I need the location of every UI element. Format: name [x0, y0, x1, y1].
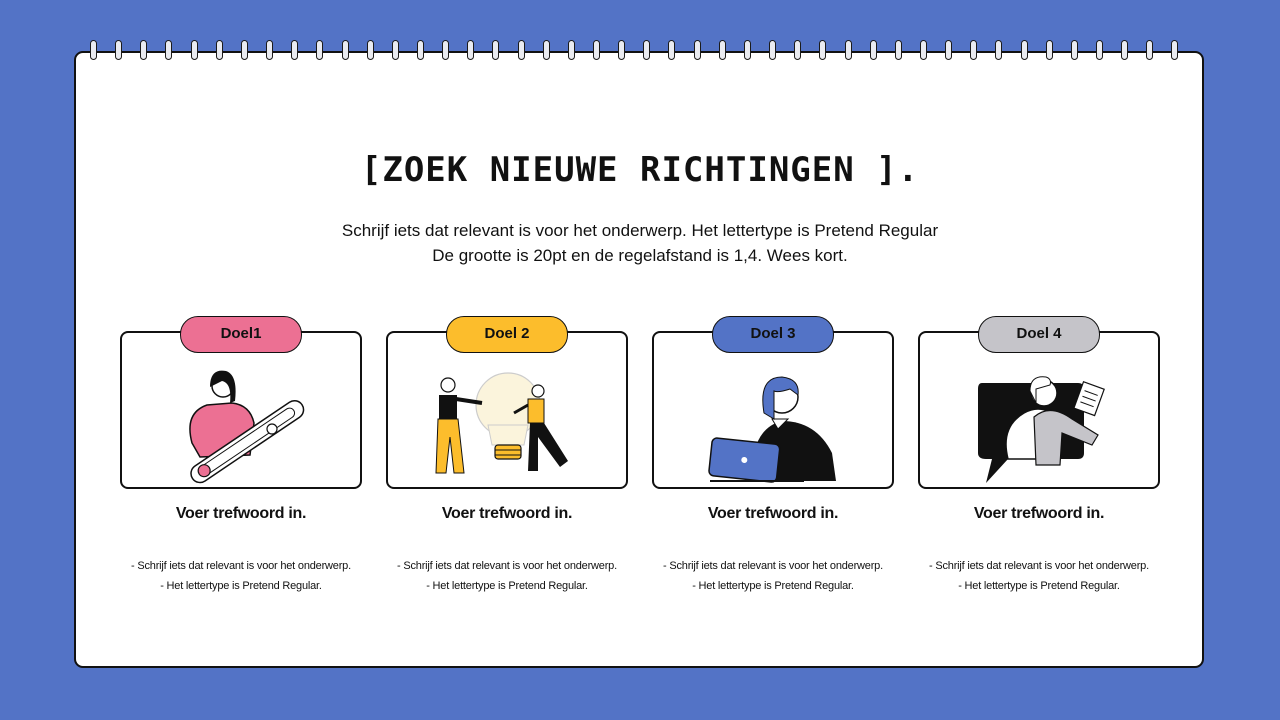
- goal-description-3: [642, 556, 904, 596]
- spiral-ring: [518, 40, 525, 60]
- spiral-ring: [845, 40, 852, 60]
- spiral-ring: [266, 40, 273, 60]
- goal-desc-line-2: - Het lettertype is Pretend Regular.: [958, 580, 1120, 592]
- person-with-laptop-icon: [654, 333, 892, 487]
- spiral-ring: [794, 40, 801, 60]
- spiral-ring: [216, 40, 223, 60]
- goal-title-4: Voer trefwoord in.: [973, 505, 1105, 522]
- spiral-ring: [593, 40, 600, 60]
- goal-desc-line-2: - Het lettertype is Pretend Regular.: [426, 580, 588, 592]
- spiral-ring: [1146, 40, 1153, 60]
- spiral-ring: [165, 40, 172, 60]
- spiral-ring: [543, 40, 550, 60]
- goal-tag-4: Doel 4: [978, 316, 1100, 353]
- spiral-binding: [84, 40, 1194, 64]
- spiral-ring: [769, 40, 776, 60]
- spiral-ring: [417, 40, 424, 60]
- spiral-ring: [744, 40, 751, 60]
- spiral-ring: [467, 40, 474, 60]
- spiral-ring: [643, 40, 650, 60]
- spiral-ring: [568, 40, 575, 60]
- goal-desc-line-1: - Schrijf iets dat relevant is voor het onderwerp.: [397, 560, 617, 572]
- spiral-ring: [442, 40, 449, 60]
- spiral-ring: [342, 40, 349, 60]
- goal-description-2: [376, 556, 638, 596]
- spiral-ring: [191, 40, 198, 60]
- spiral-ring: [492, 40, 499, 60]
- goal-tag-2: Doel 2: [446, 316, 568, 353]
- goal-card-4: [918, 331, 1160, 489]
- spiral-ring: [870, 40, 877, 60]
- page-subtitle: [0, 218, 1280, 268]
- goal-card-3: [652, 331, 894, 489]
- goal-description-4: [908, 556, 1170, 596]
- spiral-ring: [895, 40, 902, 60]
- goal-desc-line-1: - Schrijf iets dat relevant is voor het onderwerp.: [131, 560, 351, 572]
- spiral-ring: [367, 40, 374, 60]
- spiral-ring: [719, 40, 726, 60]
- spiral-ring: [140, 40, 147, 60]
- spiral-ring: [1171, 40, 1178, 60]
- person-holding-slider-icon: [122, 333, 360, 487]
- goal-desc-line-1: - Schrijf iets dat relevant is voor het onderwerp.: [929, 560, 1149, 572]
- spiral-ring: [241, 40, 248, 60]
- spiral-ring: [970, 40, 977, 60]
- spiral-ring: [291, 40, 298, 60]
- spiral-ring: [1071, 40, 1078, 60]
- spiral-ring: [90, 40, 97, 60]
- spiral-ring: [392, 40, 399, 60]
- subtitle-line-1: Schrijf iets dat relevant is voor het onderwerp. Het lettertype is Pretend Regular: [341, 221, 939, 240]
- spiral-ring: [1021, 40, 1028, 60]
- people-building-lightbulb-puzzle-icon: [388, 333, 626, 487]
- goal-desc-line-1: - Schrijf iets dat relevant is voor het onderwerp.: [663, 560, 883, 572]
- spiral-ring: [668, 40, 675, 60]
- spiral-ring: [945, 40, 952, 60]
- spiral-ring: [694, 40, 701, 60]
- page-title: [ZOEK NIEUWE RICHTINGEN ].: [360, 150, 920, 190]
- spiral-ring: [1096, 40, 1103, 60]
- goal-desc-line-2: - Het lettertype is Pretend Regular.: [692, 580, 854, 592]
- spiral-ring: [995, 40, 1002, 60]
- spiral-ring: [618, 40, 625, 60]
- goal-title-2: Voer trefwoord in.: [441, 505, 573, 522]
- goal-description-1: [110, 556, 372, 596]
- spiral-ring: [316, 40, 323, 60]
- spiral-ring: [920, 40, 927, 60]
- goal-tag-3: Doel 3: [712, 316, 834, 353]
- goal-tag-1: Doel1: [180, 316, 302, 353]
- spiral-ring: [115, 40, 122, 60]
- goal-card-1: [120, 331, 362, 489]
- spiral-ring: [819, 40, 826, 60]
- spiral-ring: [1046, 40, 1053, 60]
- goal-title-1: Voer trefwoord in.: [175, 505, 307, 522]
- spiral-ring: [1121, 40, 1128, 60]
- goal-title-3: Voer trefwoord in.: [707, 505, 839, 522]
- person-reading-chat-bubble-icon: [920, 333, 1158, 487]
- goal-desc-line-2: - Het lettertype is Pretend Regular.: [160, 580, 322, 592]
- goal-card-2: [386, 331, 628, 489]
- subtitle-line-2: De grootte is 20pt en de regelafstand is 1,4. Wees kort.: [432, 246, 848, 265]
